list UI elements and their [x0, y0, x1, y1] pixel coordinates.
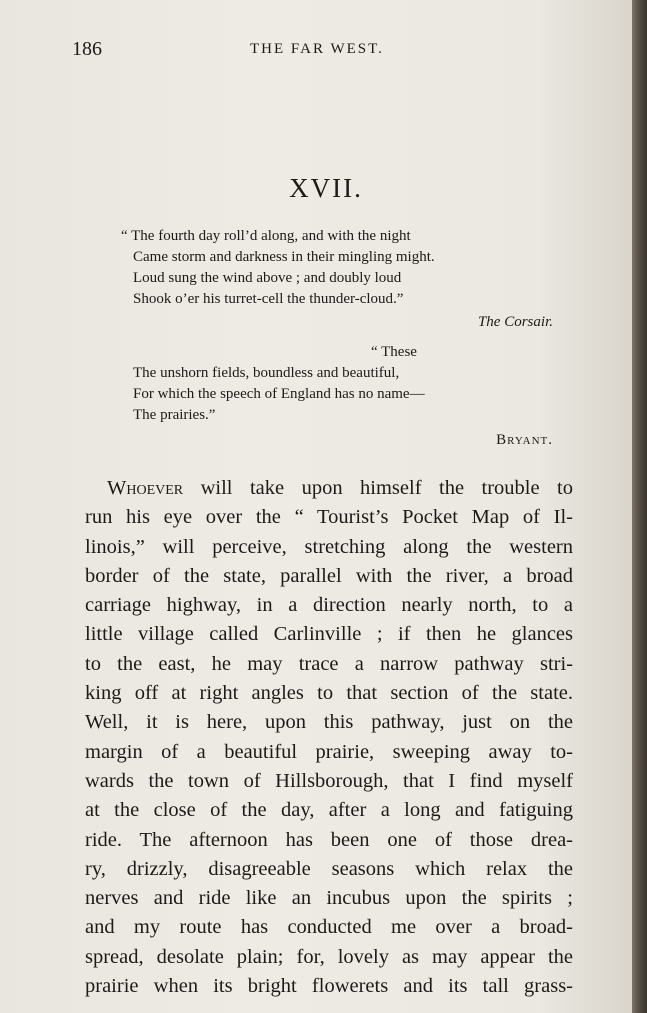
page-header: [72, 38, 612, 66]
verse-line: The unshorn fields, boundless and beautiful,: [133, 365, 400, 381]
running-head: THE FAR WEST.: [250, 41, 384, 57]
paragraph-line: [85, 474, 573, 503]
page-number: 186: [72, 38, 102, 60]
verse-line: For which the speech of England has no name—: [133, 386, 425, 402]
paragraph-line: margin of a beautiful prairie, sweeping away to-: [85, 740, 573, 763]
paragraph-line: carriage highway, in a direction nearly north, to a: [85, 594, 573, 617]
paragraph-line: wards the town of Hillsborough, that I find myself: [85, 769, 573, 792]
paragraph-line: ry, drizzly, disagreeable seasons which relax the: [85, 857, 573, 880]
paragraph-line: border of the state, parallel with the river, a broad: [85, 564, 573, 587]
epigraph-bryant: [133, 342, 553, 451]
verse-line: Shook o’er his turret-cell the thunder-cloud.”: [133, 291, 404, 307]
body-paragraph: [85, 474, 573, 1001]
paragraph-line: nerves and ride like an incubus upon the spirits ;: [85, 887, 573, 910]
verse-line: “ The fourth day roll’d along, and with the night: [121, 228, 411, 244]
verse-line: “ These: [371, 344, 417, 360]
verse-line: The prairies.”: [133, 407, 216, 423]
epigraph-corsair: [121, 226, 553, 333]
paragraph-line: Well, it is here, upon this pathway, just on the: [85, 711, 573, 734]
paragraph-line: run his eye over the “ Tourist’s Pocket Map of Il-: [85, 506, 573, 529]
paragraph-line: linois,” will perceive, stretching along the western: [85, 535, 573, 558]
epigraph-attribution: The Corsair.: [477, 314, 553, 330]
chapter-number: XVII.: [289, 173, 363, 203]
epigraph-attribution: Bryant.: [496, 432, 553, 448]
first-line-text: will take upon himself the trouble to: [183, 477, 573, 499]
verse-line: Came storm and darkness in their mingling might.: [133, 249, 435, 265]
paragraph-line: ride. The afternoon has been one of those drea-: [85, 828, 573, 851]
opening-word: Whoever: [107, 477, 184, 499]
paragraph-line: at the close of the day, after a long and fatiguing: [85, 799, 573, 822]
paragraph-line: spread, desolate plain; for, lovely as may appear the: [85, 945, 573, 968]
paragraph-line: to the east, he may trace a narrow pathway stri-: [85, 652, 573, 675]
paragraph-line: prairie when its bright flowerets and its tall grass-: [85, 975, 573, 998]
paragraph-line: king off at right angles to that section of the state.: [85, 682, 573, 705]
verse-line: Loud sung the wind above ; and doubly loud: [133, 270, 402, 286]
page-edge: [632, 0, 647, 1013]
paragraph-line: little village called Carlinville ; if then he glances: [85, 623, 573, 646]
paragraph-line: and my route has conducted me over a broad-: [85, 916, 573, 939]
